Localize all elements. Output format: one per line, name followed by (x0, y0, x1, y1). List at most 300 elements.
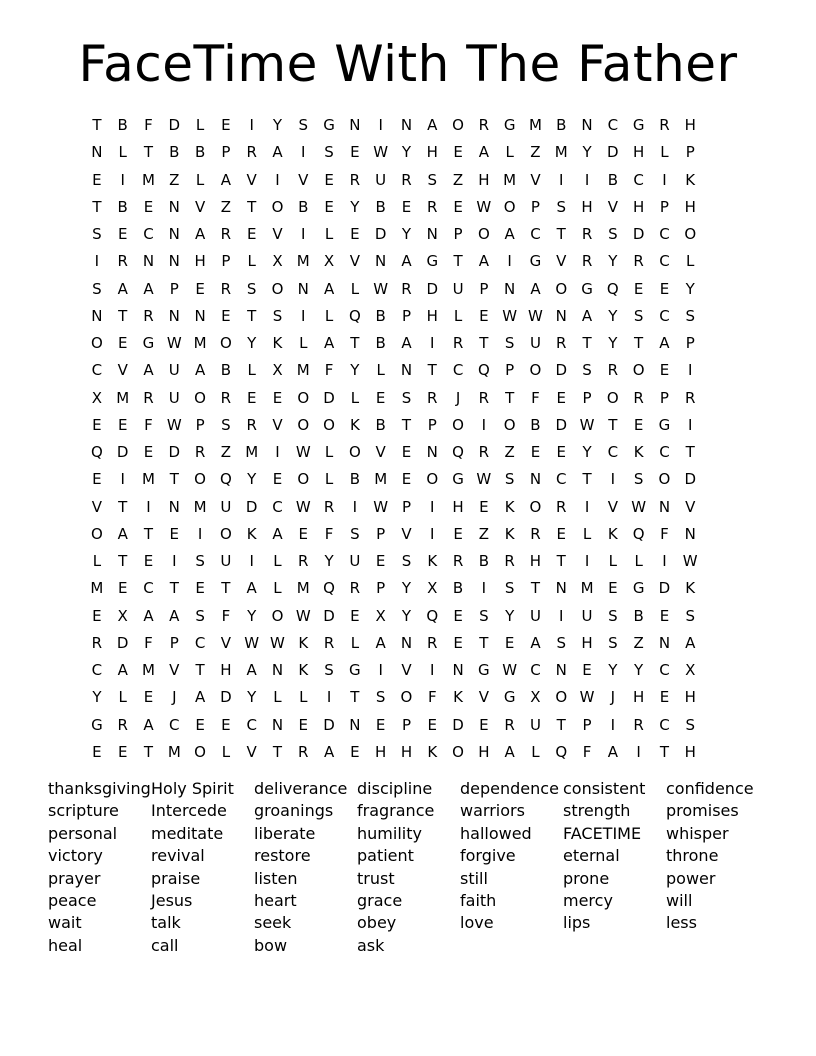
word-bank-item: Jesus (151, 891, 193, 911)
word-bank-item: forgive (460, 846, 516, 866)
grid-letter: O (90, 524, 103, 543)
word-bank-item: promises (666, 801, 739, 821)
grid-row (84, 494, 703, 521)
grid-letter: C (659, 306, 670, 325)
grid-letter: L (350, 633, 360, 652)
grid-letter: G (452, 470, 464, 489)
grid-letter: H (426, 306, 438, 325)
grid-letter: F (324, 361, 334, 380)
grid-letter: R (220, 279, 232, 298)
grid-letter: T (92, 116, 102, 134)
grid-letter: V (298, 170, 309, 189)
grid-letter: E (427, 715, 437, 734)
grid-letter: E (298, 715, 309, 734)
word-bank-item: warriors (460, 801, 525, 821)
grid-letter: T (582, 470, 592, 489)
grid-letter: F (144, 116, 153, 134)
grid-letter: E (298, 524, 309, 543)
grid-letter: K (246, 524, 257, 543)
grid-letter: B (478, 552, 489, 570)
grid-letter: A (246, 579, 257, 598)
grid-letter: W (295, 606, 311, 625)
grid-letter: M (90, 579, 104, 598)
grid-letter: S (556, 197, 566, 216)
grid-letter: C (607, 116, 619, 134)
grid-letter: M (142, 170, 155, 189)
grid-letter: C (659, 443, 670, 461)
grid-letter: P (685, 143, 695, 162)
grid-letter: M (167, 742, 181, 761)
grid-letter: L (195, 116, 205, 134)
grid-letter: R (427, 388, 438, 407)
grid-letter: E (92, 170, 102, 189)
grid-letter: O (297, 388, 310, 407)
grid-letter: I (688, 415, 693, 434)
grid-letter: O (477, 225, 490, 243)
grid-letter: I (688, 361, 693, 380)
grid-letter: Q (426, 606, 439, 625)
grid-letter: B (530, 415, 541, 434)
grid-letter: W (682, 552, 698, 570)
grid-letter: E (324, 170, 334, 189)
grid-letter: I (301, 225, 306, 243)
word-bank-item: scripture (48, 801, 119, 821)
grid-letter: T (505, 388, 515, 407)
grid-letter: P (659, 388, 669, 407)
grid-letter: A (117, 279, 128, 298)
grid-letter: M (374, 470, 388, 489)
grid-letter: F (324, 524, 334, 543)
grid-letter: E (117, 225, 128, 243)
word-bank-item: deliverance (254, 779, 348, 798)
grid-letter: O (219, 524, 232, 543)
grid-letter: Q (348, 306, 361, 325)
grid-letter: I (507, 252, 512, 271)
grid-letter: E (272, 470, 283, 489)
grid-letter: I (146, 497, 151, 516)
grid-letter: A (427, 116, 438, 134)
grid-letter: A (478, 143, 489, 162)
word-search-grid (84, 112, 703, 766)
grid-letter: T (195, 661, 205, 679)
grid-letter: G (478, 661, 490, 679)
grid-letter: M (503, 170, 517, 189)
grid-letter: C (91, 661, 103, 679)
grid-letter: G (142, 334, 155, 352)
grid-letter: C (143, 579, 154, 598)
grid-letter: R (504, 552, 515, 570)
grid-letter: T (92, 197, 102, 216)
grid-letter: C (659, 225, 670, 243)
grid-letter: D (684, 470, 696, 489)
grid-letter: P (195, 415, 205, 434)
grid-letter: I (636, 742, 641, 761)
grid-letter: D (452, 715, 464, 734)
grid-letter: I (326, 688, 332, 707)
grid-letter: H (581, 633, 593, 652)
grid-letter: O (503, 415, 516, 434)
grid-letter: L (582, 524, 592, 543)
grid-letter: O (194, 742, 206, 761)
word-bank-item: bow (254, 935, 288, 955)
grid-letter: V (194, 197, 206, 216)
grid-letter: Y (401, 579, 412, 598)
grid-letter: B (633, 606, 644, 625)
grid-letter: S (401, 388, 412, 407)
grid-letter: E (272, 388, 283, 407)
grid-letter: N (168, 306, 180, 325)
grid-letter: A (194, 225, 206, 243)
grid-letter: S (221, 415, 231, 434)
grid-letter: D (323, 606, 335, 625)
grid-letter: E (195, 579, 205, 598)
word-bank-item: praise (151, 868, 201, 888)
grid-letter: Q (90, 443, 103, 461)
grid-letter: H (220, 661, 232, 679)
grid-letter: L (376, 361, 385, 380)
grid-letter: M (193, 334, 207, 352)
grid-row (84, 276, 703, 303)
grid-letter: Z (220, 197, 232, 216)
grid-letter: T (350, 688, 360, 707)
grid-letter: R (246, 415, 257, 434)
word-bank-item: consistent (563, 779, 646, 798)
grid-letter: E (143, 552, 154, 570)
grid-letter: S (608, 225, 618, 243)
grid-letter: Y (608, 661, 618, 679)
grid-letter: T (118, 306, 128, 325)
grid-letter: Y (350, 197, 360, 216)
grid-letter: L (299, 334, 308, 352)
grid-letter: W (373, 143, 389, 162)
grid-row (84, 739, 703, 766)
grid-letter: C (556, 470, 567, 489)
grid-letter: N (168, 225, 180, 243)
grid-letter: Y (324, 552, 334, 570)
grid-letter: R (556, 497, 567, 516)
grid-letter: V (349, 252, 360, 271)
grid-letter: H (478, 742, 490, 761)
grid-letter: M (528, 116, 542, 134)
grid-letter: R (143, 388, 154, 407)
grid-letter: W (166, 415, 182, 434)
grid-letter: T (169, 470, 179, 489)
grid-letter: N (529, 470, 542, 489)
grid-letter: I (275, 443, 280, 461)
grid-row (84, 657, 703, 684)
grid-letter: L (324, 443, 334, 461)
grid-letter: Y (608, 334, 618, 352)
grid-letter: I (584, 497, 590, 516)
grid-letter: D (116, 633, 129, 652)
grid-letter: W (631, 497, 647, 516)
grid-letter: R (633, 715, 644, 734)
grid-letter: E (659, 688, 670, 707)
grid-letter: K (349, 415, 360, 434)
grid-letter: A (143, 606, 154, 625)
grid-letter: F (531, 388, 540, 407)
grid-letter: G (503, 688, 516, 707)
grid-row (84, 548, 703, 575)
word-bank-item: eternal (563, 846, 620, 866)
grid-letter: B (375, 334, 386, 352)
grid-letter: O (323, 415, 335, 434)
grid-letter: Y (247, 688, 257, 707)
grid-letter: C (246, 715, 257, 734)
grid-letter: N (452, 661, 464, 679)
grid-letter: A (581, 306, 593, 325)
grid-letter: N (504, 279, 516, 298)
grid-letter: K (504, 524, 515, 543)
word-bank-item: personal (48, 823, 118, 843)
word-bank-item: fragrance (357, 801, 435, 821)
grid-letter: O (271, 197, 284, 216)
grid-letter: Y (247, 334, 257, 352)
word-bank-item: thanksgiving (48, 779, 151, 798)
grid-letter: L (350, 279, 360, 298)
grid-letter: A (659, 334, 670, 352)
grid-letter: S (685, 606, 695, 625)
grid-letter: A (246, 661, 257, 679)
grid-letter: C (272, 497, 283, 516)
grid-letter: O (529, 361, 542, 380)
word-bank-item: humility (357, 823, 422, 843)
grid-letter: M (116, 388, 130, 407)
grid-letter: P (221, 252, 231, 271)
grid-letter: T (634, 334, 644, 352)
grid-letter: U (529, 606, 541, 625)
grid-letter: K (633, 443, 644, 461)
grid-letter: M (554, 143, 568, 162)
word-bank-column (48, 778, 151, 957)
grid-letter: E (92, 470, 102, 489)
grid-letter: O (684, 225, 697, 243)
grid-letter: S (92, 279, 102, 298)
grid-letter: X (117, 606, 128, 625)
grid-letter: B (117, 116, 128, 134)
grid-row (84, 385, 703, 412)
grid-letter: L (660, 143, 669, 162)
grid-letter: I (430, 497, 435, 516)
grid-row (84, 357, 703, 384)
grid-letter: P (401, 306, 411, 325)
grid-letter: Y (247, 470, 257, 489)
grid-letter: I (430, 661, 435, 679)
grid-letter: T (530, 579, 541, 598)
grid-letter: T (659, 742, 670, 761)
grid-letter: X (427, 579, 438, 598)
grid-letter: D (168, 116, 181, 134)
grid-letter: E (195, 279, 205, 298)
grid-letter: O (452, 415, 464, 434)
word-bank-item: groanings (254, 801, 334, 821)
grid-letter: T (118, 552, 128, 570)
grid-letter: N (684, 524, 696, 543)
grid-letter: H (632, 143, 645, 162)
grid-letter: G (503, 116, 516, 134)
grid-letter: L (324, 225, 334, 243)
grid-letter: E (633, 279, 644, 298)
grid-letter: I (584, 552, 590, 570)
grid-letter: G (426, 252, 439, 271)
grid-letter: R (478, 388, 490, 407)
grid-letter: W (295, 443, 311, 461)
grid-letter: R (427, 633, 438, 652)
grid-letter: Z (478, 524, 489, 543)
grid-letter: E (453, 633, 463, 652)
grid-letter: A (143, 279, 154, 298)
grid-row (84, 303, 703, 330)
grid-letter: C (143, 225, 154, 243)
grid-letter: E (221, 116, 231, 134)
grid-letter: Z (633, 633, 644, 652)
grid-letter: G (581, 279, 593, 298)
grid-letter: P (582, 715, 592, 734)
grid-letter: A (323, 334, 335, 352)
grid-letter: E (117, 415, 128, 434)
grid-letter: A (401, 334, 412, 352)
grid-letter: F (427, 688, 437, 707)
grid-letter: M (296, 361, 310, 380)
grid-letter: D (323, 388, 335, 407)
grid-letter: E (350, 606, 360, 625)
word-bank-item: love (460, 913, 494, 933)
grid-letter: M (193, 497, 207, 516)
grid-letter: U (452, 279, 464, 298)
grid-letter: H (426, 143, 438, 162)
grid-letter: F (144, 633, 153, 652)
word-bank-item: liberate (254, 823, 316, 843)
grid-letter: Z (530, 143, 541, 162)
grid-letter: T (169, 579, 179, 598)
grid-letter: S (608, 633, 618, 652)
grid-letter: R (220, 225, 232, 243)
grid-letter: J (455, 388, 461, 407)
grid-letter: L (118, 143, 127, 162)
grid-letter: V (246, 742, 257, 761)
grid-letter: O (348, 443, 361, 461)
word-bank-column (254, 778, 357, 957)
grid-letter: W (528, 306, 543, 325)
grid-letter: P (505, 361, 515, 380)
grid-letter: E (143, 688, 154, 707)
grid-letter: V (220, 633, 232, 652)
grid-letter: V (117, 361, 128, 380)
grid-letter: Y (92, 688, 102, 707)
grid-letter: N (349, 116, 361, 134)
grid-letter: T (350, 334, 360, 352)
grid-letter: E (92, 742, 102, 761)
grid-letter: R (220, 388, 232, 407)
grid-letter: S (504, 579, 515, 598)
grid-letter: G (632, 579, 645, 598)
grid-row (84, 221, 703, 248)
grid-letter: P (659, 197, 669, 216)
grid-letter: O (271, 279, 284, 298)
grid-letter: D (658, 579, 671, 598)
word-bank-item: faith (460, 891, 497, 911)
grid-letter: E (633, 415, 644, 434)
grid-letter: I (430, 334, 435, 352)
grid-letter: P (530, 197, 540, 216)
grid-letter: I (481, 579, 487, 598)
grid-letter: E (530, 443, 541, 461)
grid-letter: E (453, 197, 463, 216)
grid-letter: A (220, 170, 232, 189)
word-bank-item: confidence (666, 779, 754, 798)
grid-letter: U (168, 388, 180, 407)
grid-letter: U (375, 170, 387, 189)
grid-letter: R (323, 633, 335, 652)
grid-letter: T (143, 143, 154, 162)
grid-letter: B (194, 143, 206, 162)
grid-letter: L (324, 306, 334, 325)
grid-letter: L (505, 143, 514, 162)
grid-letter: Q (606, 279, 619, 298)
grid-letter: P (221, 143, 231, 162)
grid-letter: L (273, 552, 282, 570)
grid-letter: M (296, 252, 310, 271)
grid-letter: N (91, 143, 103, 162)
grid-letter: E (401, 470, 412, 489)
grid-letter: P (169, 279, 179, 298)
grid-row (84, 248, 703, 275)
grid-letter: C (530, 225, 541, 243)
grid-letter: F (144, 415, 153, 434)
grid-letter: R (117, 715, 128, 734)
grid-letter: H (684, 116, 696, 134)
grid-letter: D (116, 443, 129, 461)
grid-row (84, 466, 703, 493)
grid-letter: C (659, 252, 670, 271)
grid-letter: E (195, 715, 205, 734)
grid-letter: V (607, 197, 618, 216)
grid-letter: K (272, 334, 283, 352)
grid-letter: U (168, 361, 180, 380)
grid-letter: H (684, 742, 696, 761)
grid-letter: L (634, 552, 643, 570)
grid-letter: A (194, 688, 206, 707)
grid-letter: N (349, 715, 361, 734)
grid-letter: O (194, 470, 206, 489)
word-bank-item: prone (563, 868, 610, 888)
grid-letter: S (324, 143, 334, 162)
word-bank-item: revival (151, 846, 205, 866)
grid-letter: W (579, 415, 595, 434)
grid-letter: R (323, 497, 335, 516)
grid-letter: C (659, 661, 670, 679)
grid-letter: W (244, 633, 260, 652)
grid-letter: S (195, 606, 205, 625)
grid-letter: Y (401, 225, 412, 243)
word-bank-item: call (151, 935, 179, 955)
grid-letter: S (633, 470, 644, 489)
grid-letter: J (172, 688, 177, 707)
grid-letter: I (197, 524, 203, 543)
grid-letter: E (453, 524, 463, 543)
word-bank-item: wait (48, 913, 82, 933)
grid-letter: R (581, 225, 593, 243)
grid-letter: O (555, 688, 568, 707)
grid-letter: O (90, 334, 103, 352)
grid-letter: S (92, 225, 102, 243)
grid-letter: E (350, 143, 360, 162)
grid-letter: N (375, 252, 387, 271)
grid-letter: I (662, 552, 667, 570)
grid-letter: R (298, 742, 309, 761)
grid-letter: N (142, 252, 155, 271)
grid-letter: I (94, 252, 100, 271)
